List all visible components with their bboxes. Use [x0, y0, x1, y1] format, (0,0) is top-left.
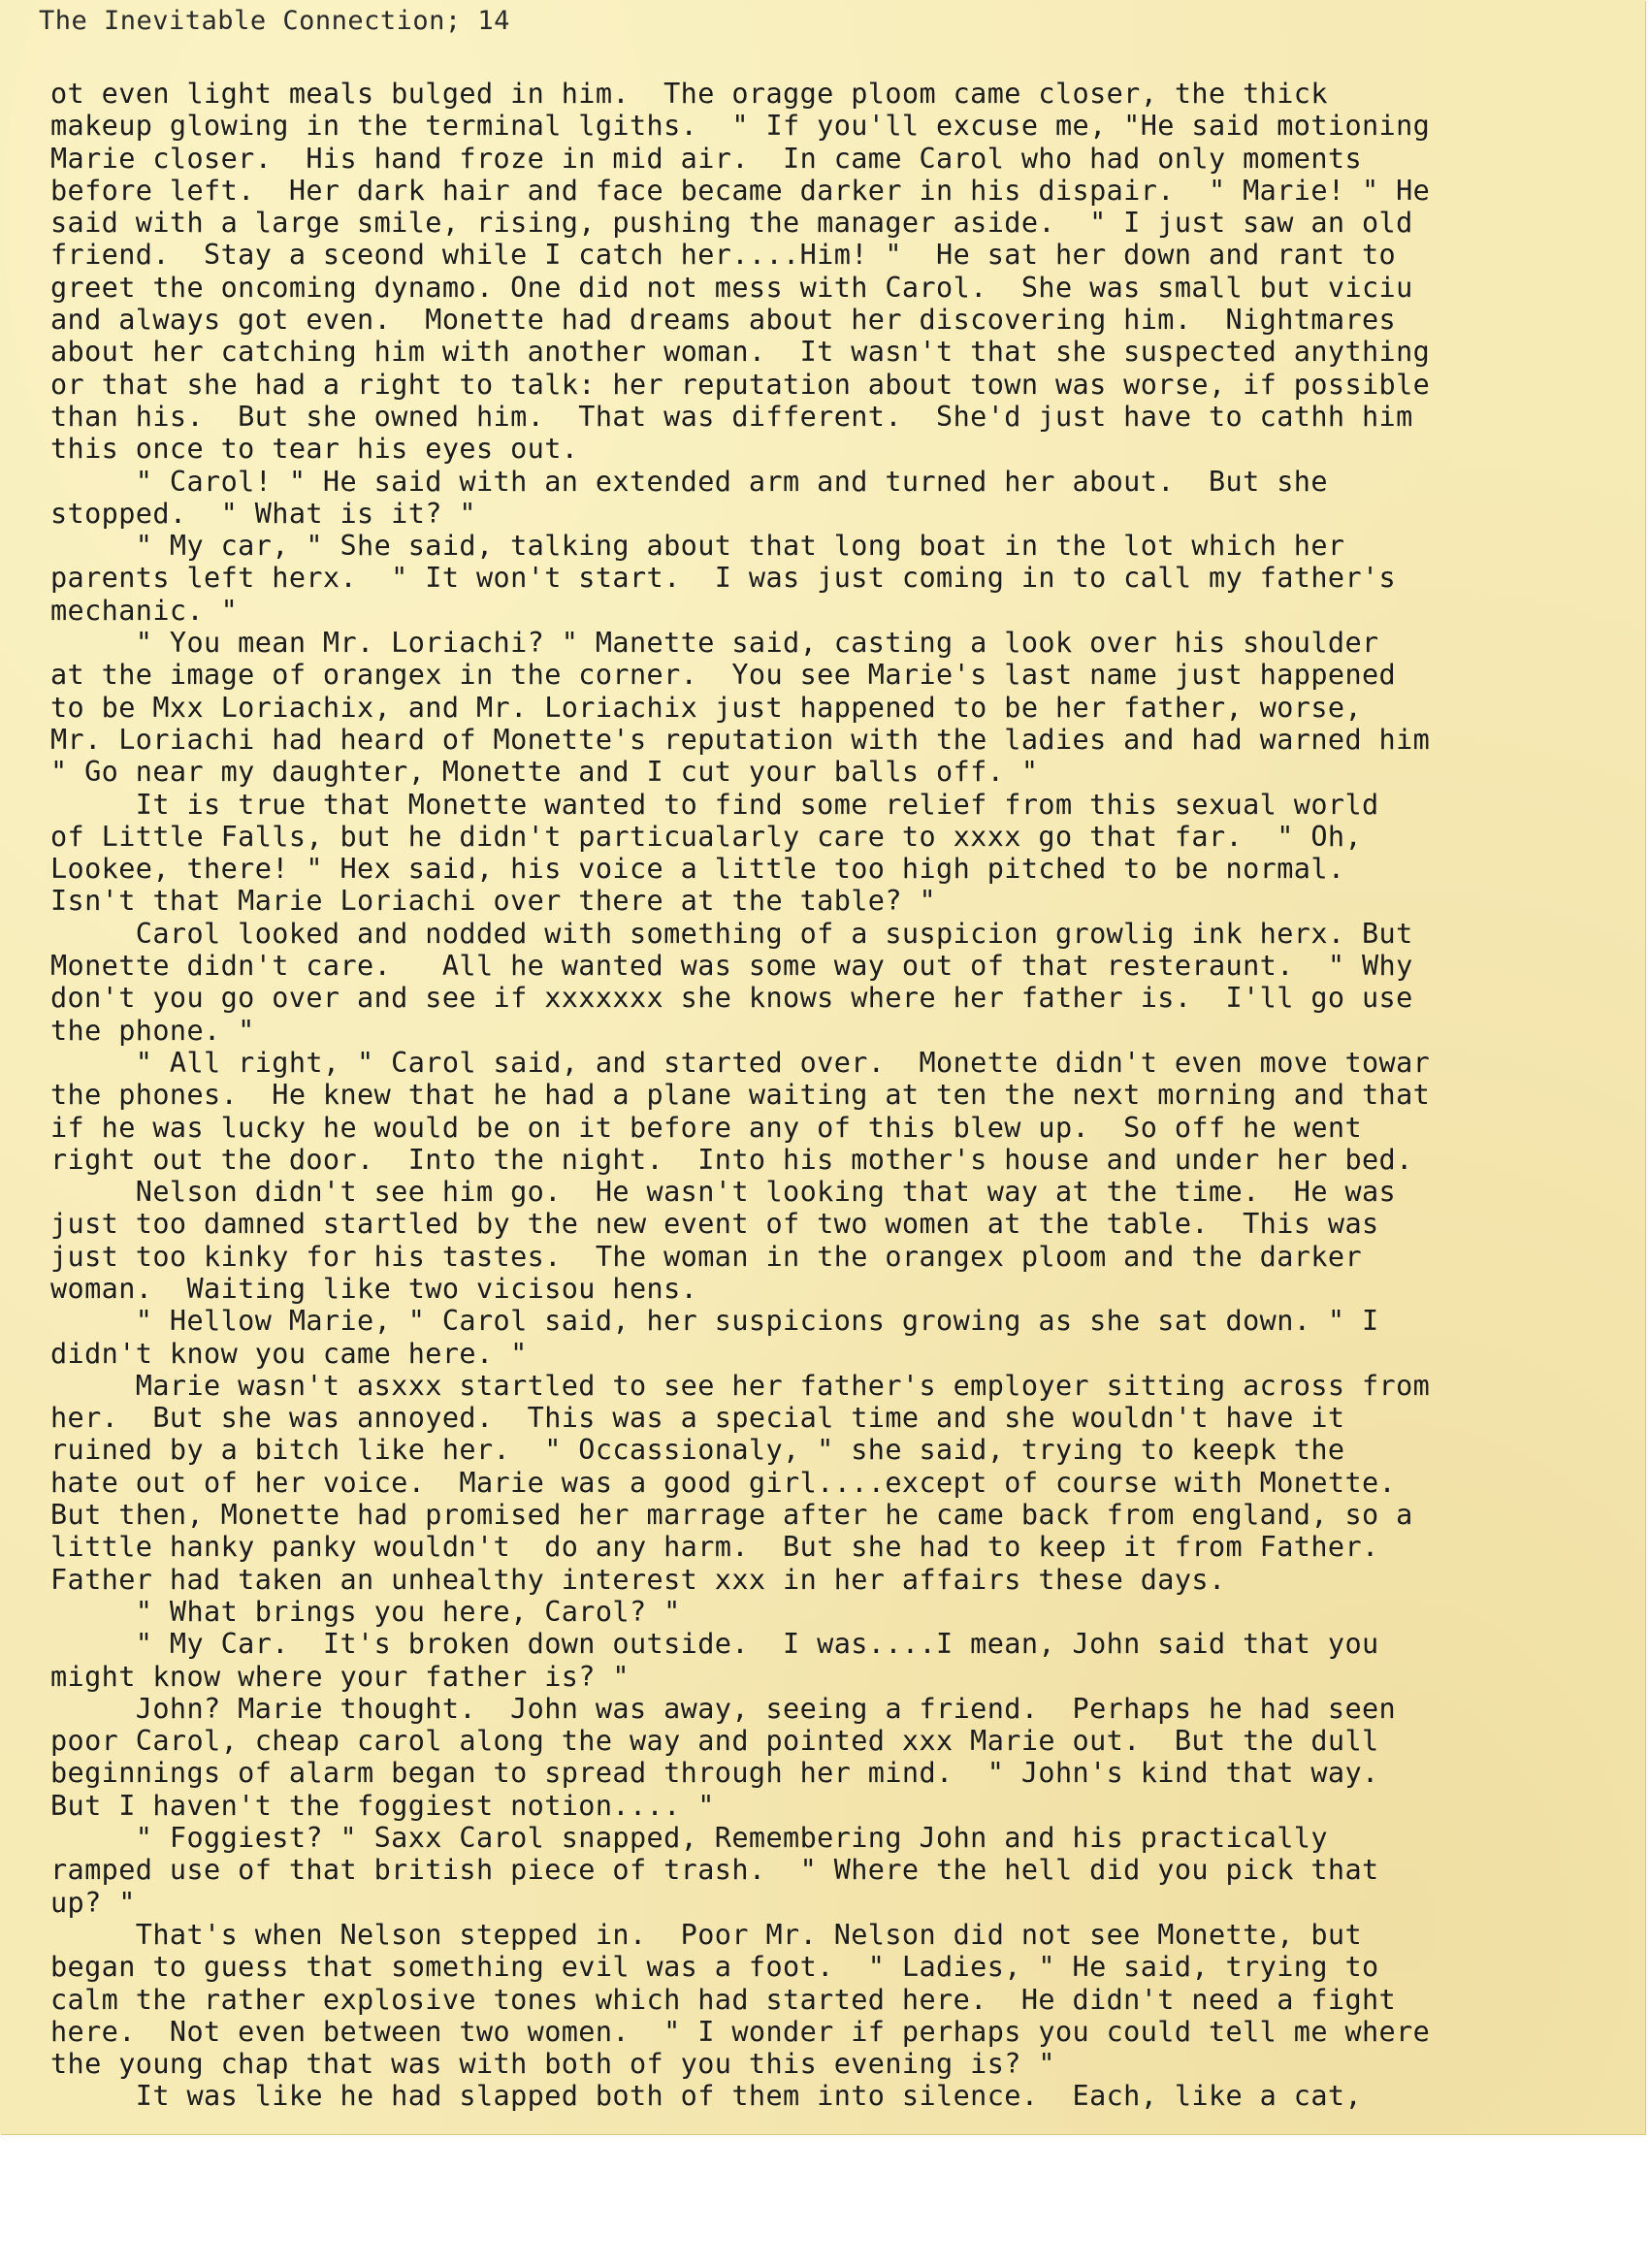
text-line: " Foggiest? " Saxx Carol snapped, Remembering John and his practically — [50, 1822, 1328, 1855]
text-line: before left. Her dark hair and face became darker in his dispair. " Marie! " He — [50, 174, 1431, 207]
text-line: or that she had a right to talk: her reputation about town was worse, if possible — [50, 368, 1431, 401]
text-line: makeup glowing in the terminal lgiths. " If you'll excuse me, "He said motioning — [50, 110, 1431, 143]
text-line: John? Marie thought. John was away, seeing a friend. Perhaps he had seen — [50, 1692, 1397, 1725]
text-line: But I haven't the foggiest notion.... " — [50, 1789, 715, 1822]
text-line: friend. Stay a sceond while I catch her....Him! " He sat her down and rant to — [50, 239, 1397, 272]
text-line: Father had taken an unhealthy interest xxx in her affairs these days. — [50, 1563, 1226, 1596]
text-line: hate out of her voice. Marie was a good girl....except of course with Monette. — [50, 1466, 1397, 1499]
text-line: and always got even. Monette had dreams about her discovering him. Nightmares — [50, 304, 1397, 337]
text-line: if he was lucky he would be on it before any of this blew up. So off he went — [50, 1111, 1362, 1144]
text-line: her. But she was annoyed. This was a special time and she wouldn't have it — [50, 1402, 1345, 1435]
text-line: mechanic. " — [50, 594, 239, 627]
text-line: It was like he had slapped both of them into silence. Each, like a cat, — [50, 2080, 1362, 2113]
text-line: just too kinky for his tastes. The woman in the orangex ploom and the darker — [50, 1240, 1362, 1273]
text-line: up? " — [50, 1886, 136, 1919]
text-line: little hanky panky wouldn't do any harm. But she had to keep it from Father. — [50, 1531, 1379, 1564]
text-line: don't you go over and see if xxxxxxx she knows where her father is. I'll go use — [50, 982, 1413, 1015]
text-line: the phones. He knew that he had a plane waiting at ten the next morning and that — [50, 1079, 1431, 1112]
text-line: " Go near my daughter, Monette and I cut your balls off. " — [50, 756, 1039, 789]
text-line: It is true that Monette wanted to find some relief from this sexual world — [50, 788, 1379, 821]
text-line: just too damned startled by the new event of two women at the table. This was — [50, 1208, 1379, 1241]
text-line: might know where your father is? " — [50, 1660, 630, 1693]
text-line: about her catching him with another woman. It wasn't that she suspected anything — [50, 336, 1431, 369]
text-line: " All right, " Carol said, and started over. Monette didn't even move towar — [50, 1046, 1431, 1079]
text-line: " My Car. It's broken down outside. I was....I mean, John said that you — [50, 1628, 1379, 1661]
text-line: Marie wasn't asxxx startled to see her father's employer sitting across from — [50, 1369, 1431, 1402]
text-line: " Carol! " He said with an extended arm and turned her about. But she — [50, 465, 1328, 498]
text-line: stopped. " What is it? " — [50, 497, 476, 530]
text-line: said with a large smile, rising, pushing the manager aside. " I just saw an old — [50, 207, 1413, 240]
text-line: this once to tear his eyes out. — [50, 433, 579, 466]
text-line: " You mean Mr. Loriachi? " Manette said, casting a look over his shoulder — [50, 627, 1379, 660]
page-header: The Inevitable Connection; 14 — [39, 6, 510, 36]
text-line: " Hellow Marie, " Carol said, her suspicions growing as she sat down. " I — [50, 1305, 1379, 1338]
text-line: woman. Waiting like two vicisou hens. — [50, 1272, 698, 1305]
text-line: ot even light meals bulged in him. The oragge ploom came closer, the thick — [50, 78, 1328, 110]
text-line: ruined by a bitch like her. " Occassionaly, " she said, trying to keepk the — [50, 1434, 1345, 1467]
text-line: at the image of orangex in the corner. You see Marie's last name just happened — [50, 659, 1397, 692]
text-line: began to guess that something evil was a foot. " Ladies, " He said, trying to — [50, 1951, 1379, 1984]
text-line: " My car, " She said, talking about that long boat in the lot which her — [50, 530, 1345, 563]
text-line: That's when Nelson stepped in. Poor Mr. Nelson did not see Monette, but — [50, 1918, 1362, 1951]
text-line: to be Mxx Loriachix, and Mr. Loriachix just happened to be her father, worse, — [50, 691, 1362, 724]
text-line: here. Not even between two women. " I wonder if perhaps you could tell me where — [50, 2015, 1431, 2048]
text-line: Carol looked and nodded with something of a suspicion growlig ink herx. But — [50, 917, 1413, 950]
text-line: Marie closer. His hand froze in mid air. In came Carol who had only moments — [50, 142, 1362, 175]
text-line: beginnings of alarm began to spread through her mind. " John's kind that way. — [50, 1757, 1379, 1790]
text-line: But then, Monette had promised her marrage after he came back from england, so a — [50, 1499, 1413, 1532]
manuscript-body — [50, 78, 1649, 2113]
text-line: the young chap that was with both of you this evening is? " — [50, 2048, 1055, 2081]
text-line: poor Carol, cheap carol along the way and pointed xxx Marie out. But the dull — [50, 1725, 1379, 1758]
text-line: greet the oncoming dynamo. One did not mess with Carol. She was small but viciu — [50, 271, 1413, 304]
text-line: Monette didn't care. All he wanted was some way out of that resteraunt. " Why — [50, 950, 1413, 983]
text-line: the phone. " — [50, 1014, 255, 1047]
text-line: Lookee, there! " Hex said, his voice a little too high pitched to be normal. — [50, 853, 1345, 886]
text-line: ramped use of that british piece of trash. " Where the hell did you pick that — [50, 1854, 1379, 1887]
text-line: Nelson didn't see him go. He wasn't looking that way at the time. He was — [50, 1176, 1397, 1209]
text-line: right out the door. Into the night. Into his mother's house and under her bed. — [50, 1143, 1413, 1176]
text-line: calm the rather explosive tones which had started here. He didn't need a fight — [50, 1983, 1397, 2016]
text-line: didn't know you came here. " — [50, 1337, 528, 1370]
text-line: of Little Falls, but he didn't particualarly care to xxxx go that far. " Oh, — [50, 820, 1362, 853]
text-line: " What brings you here, Carol? " — [50, 1595, 681, 1628]
text-line: Isn't that Marie Loriachi over there at the table? " — [50, 885, 937, 918]
text-line: than his. But she owned him. That was different. She'd just have to cathh him — [50, 400, 1413, 433]
text-line: parents left herx. " It won't start. I was just coming in to call my father's — [50, 562, 1397, 595]
text-line: Mr. Loriachi had heard of Monette's reputation with the ladies and had warned him — [50, 723, 1431, 756]
